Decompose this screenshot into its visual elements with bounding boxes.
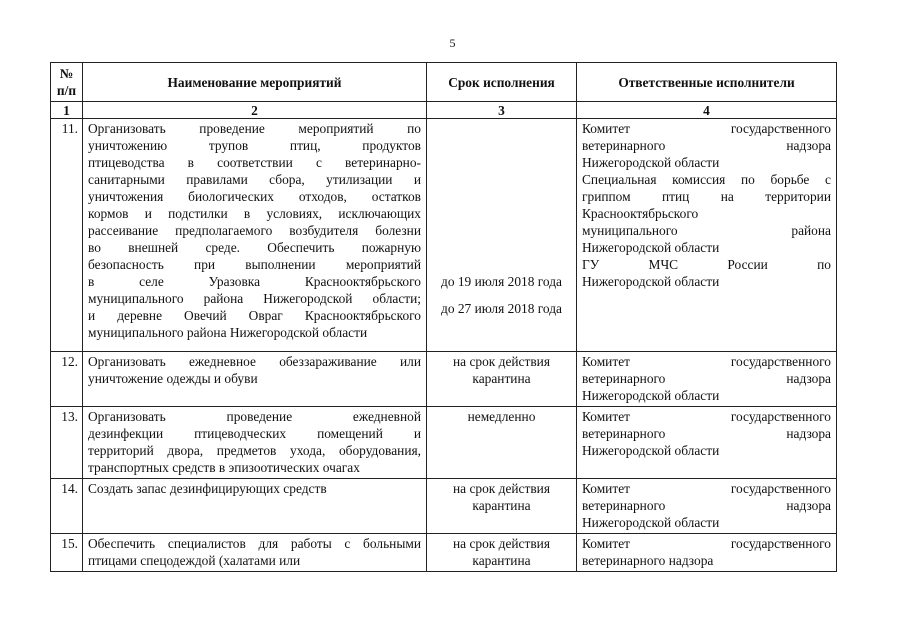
activity-text-line: кормов и подстилки в условиях, исключающих <box>88 206 421 221</box>
activity-text-line: птицами спецодеждой (халатами или <box>88 553 301 568</box>
responsible-text-line: Комитет государственного <box>582 121 831 136</box>
term-cell <box>427 534 577 572</box>
activity-text-line: дезинфекции птицеводческих помещений и <box>88 426 421 441</box>
table-row <box>51 407 837 479</box>
activity-text-line: Организовать проведение мероприятий по <box>88 121 421 136</box>
activity-text-line: Обеспечить специалистов для работы с больными <box>88 536 421 551</box>
header-number <box>51 63 83 102</box>
activity-text-line: транспортных средств в эпизоотических очагах <box>88 460 360 475</box>
responsible-text-line: ГУ МЧС России по <box>582 257 831 272</box>
row-number: 11. <box>51 119 83 352</box>
responsible-text-line: Комитет государственного <box>582 481 831 496</box>
column-number-3: 3 <box>427 102 577 119</box>
activity-text-line: уничтожению трупов птиц, продуктов <box>88 138 421 153</box>
term-cell <box>427 479 577 534</box>
responsible-text-line: ветеринарного надзора <box>582 498 831 513</box>
responsible-cell <box>577 407 837 479</box>
activity-text-line: в селе Уразовка Краснооктябрьского <box>88 274 421 289</box>
responsible-text-line: Нижегородской области <box>582 240 720 255</box>
term-text: карантина <box>472 498 531 513</box>
responsible-text-line: Нижегородской области <box>582 274 720 289</box>
column-number-1: 1 <box>51 102 83 119</box>
header-number-line-2: п/п <box>56 83 77 98</box>
table-row <box>51 352 837 407</box>
responsible-text-line: Комитет государственного <box>582 354 831 369</box>
table-row <box>51 534 837 572</box>
term-text: на срок действия <box>452 481 550 496</box>
responsible-text-line: Нижегородской области <box>582 515 720 530</box>
term-text: немедленно <box>467 409 536 424</box>
header-term: Срок исполнения <box>427 63 577 102</box>
responsible-text-line: ветеринарного надзора <box>582 426 831 441</box>
responsible-cell <box>577 352 837 407</box>
activity-text-line: уничтожения биологических отходов, остатков <box>88 189 421 204</box>
responsible-text-line: ветеринарного надзора <box>582 371 831 386</box>
table-body <box>51 119 837 572</box>
table-row <box>51 119 837 352</box>
page-number: 5 <box>449 36 456 50</box>
responsible-text-line: гриппом птиц на территории <box>582 189 831 204</box>
term-text: карантина <box>472 371 531 386</box>
activity-text-line: безопасность при выполнении мероприятий <box>88 257 421 272</box>
term-text: на срок действия <box>452 536 550 551</box>
activity-text-line: птицеводства в соответствии с ветеринарно- <box>88 155 421 170</box>
responsible-text-line: Нижегородской области <box>582 443 720 458</box>
activity-cell <box>83 534 427 572</box>
table-header-row <box>51 63 837 102</box>
term-text: до 27 июля 2018 года <box>441 301 562 316</box>
table-row <box>51 479 837 534</box>
responsible-text-line: ветеринарного надзора <box>582 553 714 568</box>
activity-text-line: санитарными правилами сбора, утилизации и <box>88 172 421 187</box>
activity-text-line: рассеивание предполагаемого возбудителя болезни <box>88 223 421 238</box>
responsible-cell <box>577 534 837 572</box>
responsible-text-line: Комитет государственного <box>582 536 831 551</box>
term-text: карантина <box>472 553 531 568</box>
row-number: 15. <box>51 534 83 572</box>
row-number: 13. <box>51 407 83 479</box>
activity-cell <box>83 407 427 479</box>
activity-text-line: муниципального района Нижегородской области; <box>88 291 421 306</box>
responsible-text-line: Краснооктябрьского <box>582 206 699 221</box>
responsible-text-line: муниципального района <box>582 223 831 238</box>
column-number-4: 4 <box>577 102 837 119</box>
header-number-line-1: № <box>59 66 74 81</box>
activity-text-line: территорий двора, предметов ухода, оборудования, <box>88 443 421 458</box>
responsible-text-line: Специальная комиссия по борьбе с <box>582 172 831 187</box>
term-text: до 19 июля 2018 года <box>441 274 562 289</box>
term-cell <box>427 119 577 352</box>
responsible-cell <box>577 119 837 352</box>
activity-text-line: Создать запас дезинфицирующих средств <box>88 481 327 496</box>
row-number: 12. <box>51 352 83 407</box>
responsible-text-line: Нижегородской области <box>582 388 720 403</box>
responsible-cell <box>577 479 837 534</box>
activity-text-line: и деревне Овечий Овраг Краснооктябрьского <box>88 308 421 323</box>
activity-cell <box>83 479 427 534</box>
activity-cell <box>83 119 427 352</box>
column-number-2: 2 <box>83 102 427 119</box>
activity-text-line: во внешней среде. Обеспечить пожарную <box>88 240 421 255</box>
activity-cell <box>83 352 427 407</box>
measures-table <box>50 62 837 572</box>
term-cell <box>427 352 577 407</box>
header-activity: Наименование мероприятий <box>83 63 427 102</box>
term-text: на срок действия <box>452 354 550 369</box>
term-cell <box>427 407 577 479</box>
responsible-text-line: Нижегородской области <box>582 155 720 170</box>
column-numbers-row <box>51 102 837 119</box>
activity-text-line: муниципального района Нижегородской области <box>88 325 368 340</box>
activity-text-line: Организовать ежедневное обеззараживание или <box>88 354 421 369</box>
row-number: 14. <box>51 479 83 534</box>
activity-text-line: уничтожение одежды и обуви <box>88 371 258 386</box>
header-responsible: Ответственные исполнители <box>577 63 837 102</box>
activity-text-line: Организовать проведение ежедневной <box>88 409 421 424</box>
responsible-text-line: Комитет государственного <box>582 409 831 424</box>
responsible-text-line: ветеринарного надзора <box>582 138 831 153</box>
